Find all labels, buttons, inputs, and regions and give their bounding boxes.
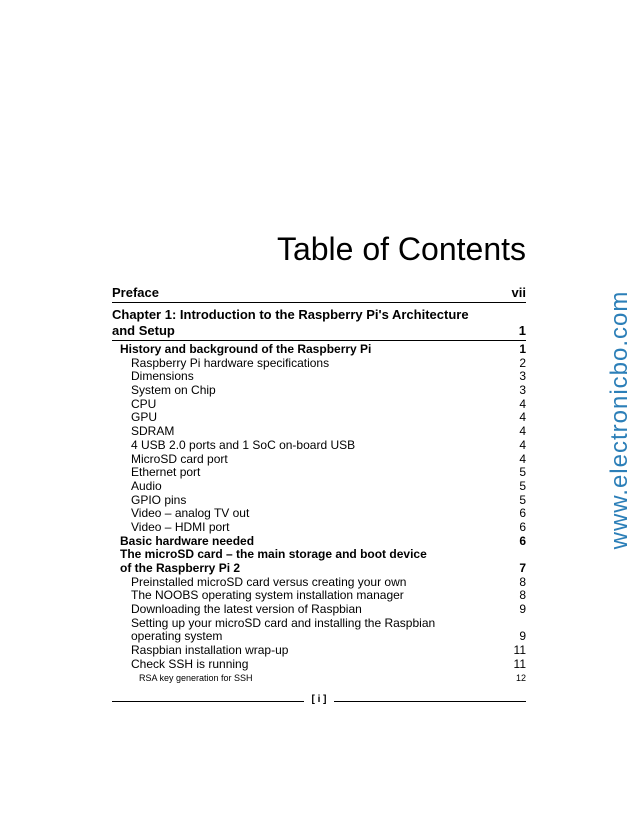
toc-entry-label: MicroSD card port <box>131 451 228 466</box>
toc-entry <box>112 507 526 521</box>
toc-preface-page: vii <box>511 285 526 300</box>
toc-entry <box>112 384 526 398</box>
toc-entry-page: 8 <box>519 574 526 589</box>
toc-entry <box>112 411 526 425</box>
watermark: www.electronicbo.com <box>606 290 633 550</box>
footer-rule-right <box>334 701 526 702</box>
toc-entry <box>112 576 526 590</box>
toc-entry-label: SDRAM <box>131 424 175 439</box>
toc-preface-label: Preface <box>112 285 159 300</box>
toc-entry-label: of the Raspberry Pi 2 <box>120 561 241 575</box>
toc-entry <box>112 357 526 371</box>
toc-entry-page: 4 <box>519 396 526 411</box>
toc-entry-label: 4 USB 2.0 ports and 1 SoC on-board USB <box>131 437 356 452</box>
toc-entry-page: 5 <box>519 492 526 507</box>
toc-entry <box>112 548 526 562</box>
toc-entry <box>112 453 526 467</box>
toc-entry <box>112 603 526 617</box>
toc-entry-label: Ethernet port <box>131 465 201 480</box>
toc-entries <box>112 341 526 685</box>
toc-chapter-1-title-line1: Chapter 1: Introduction to the Raspberry Pi's Architecture <box>112 307 469 322</box>
toc-entry-label: Check SSH is running <box>131 656 249 671</box>
toc-entry <box>112 672 526 685</box>
toc-chapter-1-page: 1 <box>518 323 526 338</box>
toc-entry-page: 4 <box>519 410 526 425</box>
toc-entry-page: 11 <box>513 656 526 671</box>
toc-entry-page: 7 <box>519 561 526 575</box>
toc-entry-label: Preinstalled microSD card versus creating your own <box>131 574 407 589</box>
toc-entry-label: The NOOBS operating system installation manager <box>131 588 404 603</box>
toc-entry <box>112 644 526 658</box>
toc-entry <box>112 630 526 644</box>
toc-entry <box>112 562 526 576</box>
toc-entry-page: 3 <box>519 383 526 398</box>
toc-entry-label: RSA key generation for SSH <box>139 672 253 683</box>
toc-entry-page: 5 <box>519 465 526 480</box>
toc-entry <box>112 425 526 439</box>
toc-entry-page: 4 <box>519 424 526 439</box>
toc-entry <box>112 535 526 549</box>
toc-entry-label: Setting up your microSD card and installing the Raspbian <box>131 615 436 630</box>
toc-entry <box>112 494 526 508</box>
page-footer <box>112 693 526 709</box>
toc-entry-page: 9 <box>519 629 526 644</box>
toc-entry <box>112 658 526 672</box>
toc-entry <box>112 617 526 631</box>
toc-entry-page: 2 <box>519 355 526 370</box>
toc-chapter-1-title-line2: and Setup <box>112 323 175 338</box>
toc-chapter-1 <box>112 303 526 340</box>
toc-preface <box>112 285 526 302</box>
toc-entry-label: GPU <box>131 410 158 425</box>
page-number: [ i ] <box>311 694 327 705</box>
toc-entry-page: 11 <box>513 643 526 658</box>
toc-entry <box>112 480 526 494</box>
toc-entry-label: System on Chip <box>131 383 216 398</box>
toc-entry-page: 12 <box>515 672 526 683</box>
toc-entry-page: 1 <box>519 342 526 356</box>
toc-entry-label: Downloading the latest version of Raspbian <box>131 602 362 617</box>
toc-entry-label: GPIO pins <box>131 492 187 507</box>
toc-entry-label: Basic hardware needed <box>120 533 255 548</box>
toc-entry <box>112 398 526 412</box>
toc-entry-page: 4 <box>519 437 526 452</box>
toc-entry-label: Raspbian installation wrap-up <box>131 643 289 658</box>
toc-entry <box>112 466 526 480</box>
toc-entry-label: CPU <box>131 396 157 411</box>
toc-entry-label: operating system <box>131 629 223 644</box>
toc-entry-label: Dimensions <box>131 369 194 384</box>
table-of-contents <box>112 285 526 685</box>
page-title: Table of Contents <box>276 231 526 267</box>
toc-entry-page: 5 <box>519 478 526 493</box>
toc-entry-label: Audio <box>131 478 162 493</box>
toc-entry-label: Video – HDMI port <box>131 519 230 534</box>
toc-entry-page: 3 <box>519 369 526 384</box>
footer-rule-left <box>112 701 304 702</box>
toc-entry-label: The microSD card – the main storage and boot device <box>120 547 427 562</box>
toc-entry <box>112 370 526 384</box>
toc-entry-page: 6 <box>519 533 526 548</box>
toc-entry <box>112 439 526 453</box>
toc-entry-page: 6 <box>519 506 526 521</box>
toc-entry-page: 4 <box>519 451 526 466</box>
toc-entry-page: 8 <box>519 588 526 603</box>
toc-entry-page: 6 <box>519 519 526 534</box>
toc-entry <box>112 521 526 535</box>
toc-entry <box>112 589 526 603</box>
toc-entry <box>112 343 526 357</box>
toc-entry-label: Raspberry Pi hardware specifications <box>131 355 330 370</box>
toc-entry-page: 9 <box>519 602 526 617</box>
toc-entry-label: Video – analog TV out <box>131 506 250 521</box>
toc-entry-label: History and background of the Raspberry Pi <box>120 342 372 356</box>
